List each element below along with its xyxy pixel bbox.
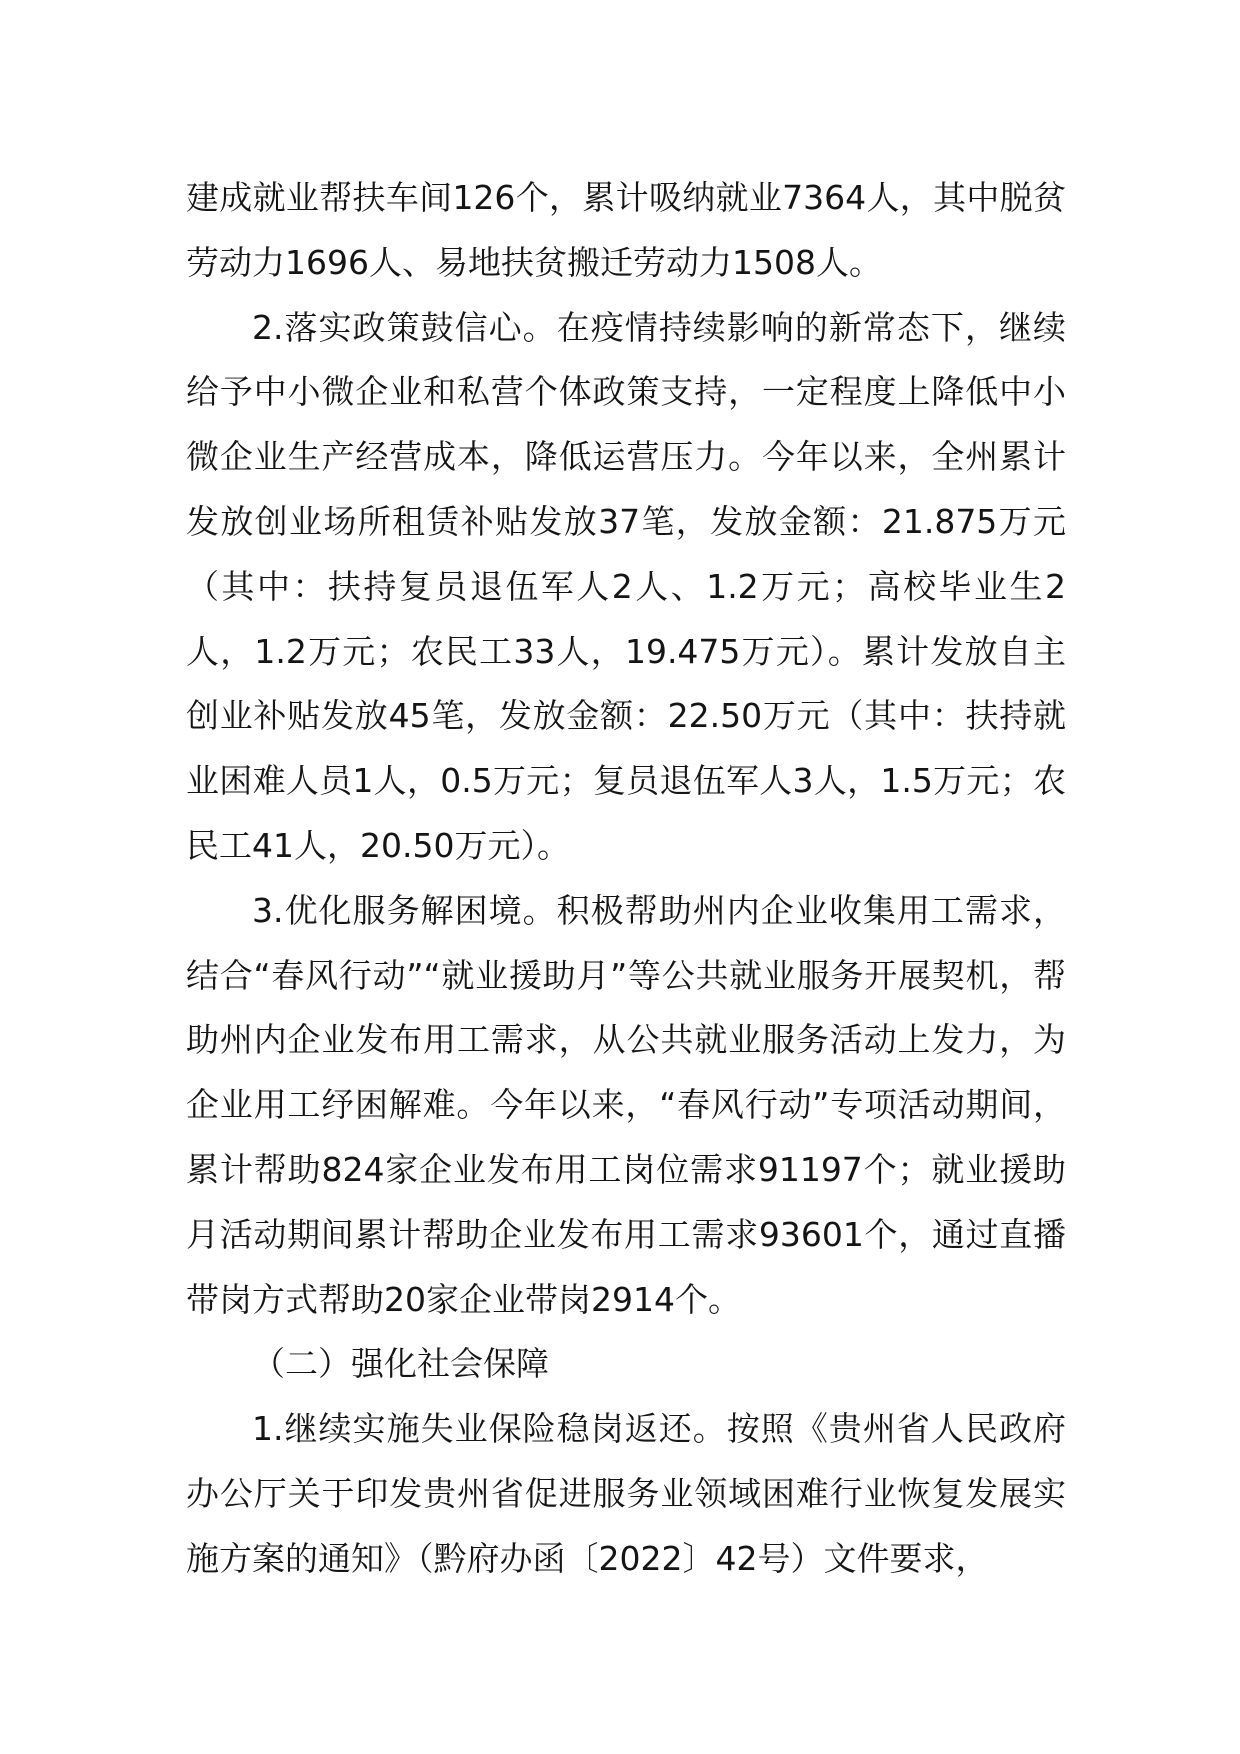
paragraph-policy-support: 2.落实政策鼓信心。在疫情持续影响的新常态下，继续给予中小微企业和私营个体政策支持，一定程度上降低中小微企业生产经营成本，降低运营压力。今年以来，全州累计发放创业场所租赁补贴发放37笔，发放金额：21.875万元（其中：扶持复员退伍军人2人、1.2万元；高校毕业生2人，1.2万元；农民工33人，19.475万元）。累计发放自主创业补贴发放45笔，发放金额：22.50万元（其中：扶持就业困难人员1人，0.5万元；复员退伍军人3人，1.5万元；农民工41人，20.50万元）。: [186, 307, 1066, 865]
document-body: [186, 166, 1066, 1592]
paragraph-continuation: 建成就业帮扶车间126个，累计吸纳就业7364人，其中脱贫劳动力1696人、易地扶贫搬迁劳动力1508人。: [186, 178, 1066, 282]
section-heading-social-security: （二）强化社会保障: [252, 1344, 549, 1384]
paragraph-employment-service: 3.优化服务解困境。积极帮助州内企业收集用工需求，结合“春风行动”“就业援助月”等公共就业服务开展契机，帮助州内企业发布用工需求，从公共就业服务活动上发力，为企业用工纾困解难。今年以来，“春风行动”专项活动期间，累计帮助824家企业发布用工岗位需求91197个；就业援助月活动期间累计帮助企业发布用工需求93601个，通过直播带岗方式帮助20家企业带岗2914个。: [186, 890, 1066, 1319]
paragraph-unemployment-insurance: 1.继续实施失业保险稳岗返还。按照《贵州省人民政府办公厅关于印发贵州省促进服务业领域困难行业恢复发展实施方案的通知》（黔府办函〔2022〕42号）文件要求，: [186, 1409, 1066, 1578]
